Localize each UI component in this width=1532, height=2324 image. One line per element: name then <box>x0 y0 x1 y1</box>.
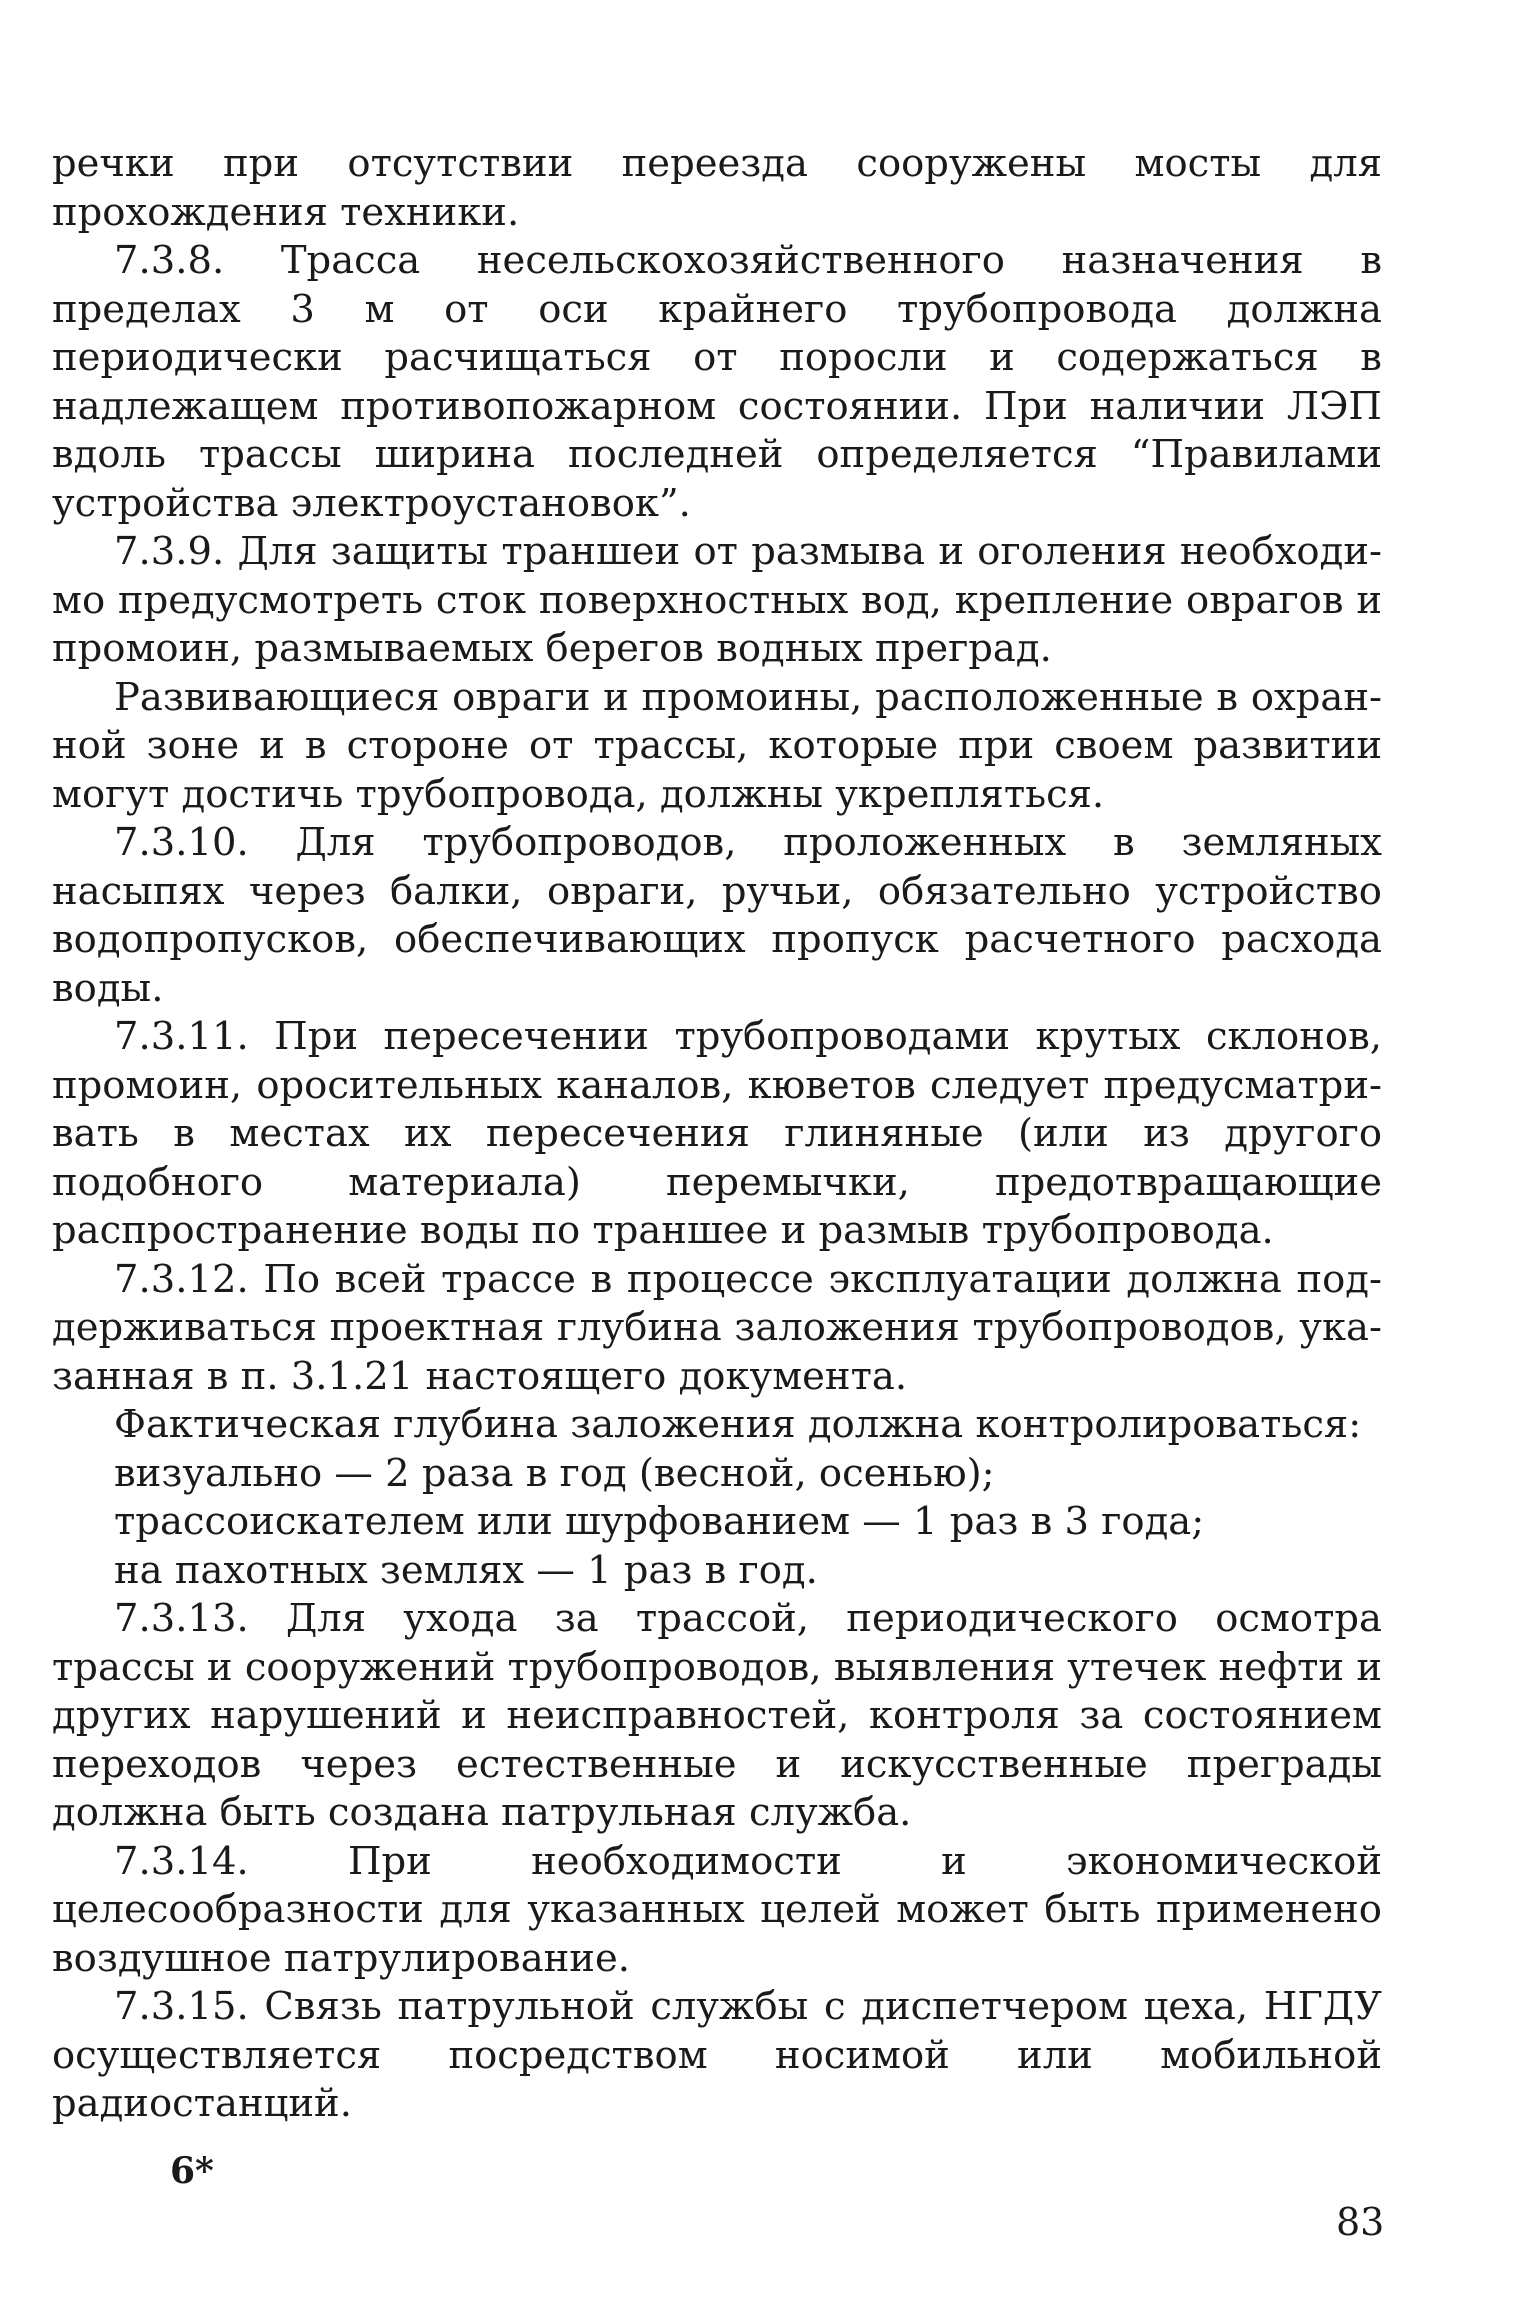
section-7-3-14: 7.3.14. При необходимости и экономической целесообразности для указанных целей может быть применено воздушное патрулирование. <box>52 1838 1382 1981</box>
signature-mark: 6* <box>170 2150 214 2192</box>
depth-control-locator: трассоискателем или шурфованием — 1 раз в 3 года; <box>114 1499 1205 1544</box>
section-7-3-13: 7.3.13. Для ухода за трассой, периодического осмотра трассы и сооружений трубопроводов, выявления утечек нефти и других нарушений и неисправностей, контроля за состоянием переходов через естественные и искусственные преграды должна быть создана патрульная служба. <box>52 1596 1382 1835</box>
continued-paragraph: речки при отсутствии переезда сооружены мосты для прохождения техники. <box>52 141 1382 235</box>
page-number: 83 <box>1336 2200 1385 2244</box>
section-7-3-9: 7.3.9. Для защиты траншеи от размыва и оголения необходимо предусмотреть сток поверхностных вод, крепление оврагов и промоин, размываемых берегов водных преград. <box>52 529 1382 671</box>
body-text <box>52 140 1382 2129</box>
depth-control-visual: визуально — 2 раза в год (весной, осенью); <box>114 1450 995 1496</box>
depth-control-intro: Фактическая глубина заложения должна контролироваться: <box>114 1402 1362 1447</box>
section-7-3-8: 7.3.8. Трасса несельскохозяйственного назначения в пределах 3 м от оси крайнего трубопровода должна периодически расчищаться от поросли и содержаться в надлежащем противопожарном состоянии. При наличии ЛЭП вдоль трассы ширина последней определяется “Правилами устройства электроустановок”. <box>52 238 1382 526</box>
section-7-3-12: 7.3.12. По всей трассе в процессе эксплуатации должна поддерживаться проектная глубина заложения трубопроводов, указанная в п. 3.1.21 настоящего документа. <box>52 1256 1382 1399</box>
section-7-3-11: 7.3.11. При пересечении трубопроводами крутых склонов, промоин, оросительных каналов, кюветов следует предусматривать в местах их пересечения глиняные (или из другого подобного материала) перемычки, предотвращающие распространение воды по траншее и размыв трубопровода. <box>52 1014 1382 1253</box>
section-7-3-9-continued: Развивающиеся овраги и промоины, расположенные в охранной зоне и в стороне от трассы, которые при своем развитии могут достичь трубопровода, должны укрепляться. <box>52 674 1382 817</box>
depth-control-arable: на пахотных землях — 1 раз в год. <box>114 1547 818 1593</box>
section-7-3-10: 7.3.10. Для трубопроводов, проложенных в земляных насыпях через балки, овраги, ручьи, обязательно устройство водопропусков, обеспечивающих пропуск расчетного расхода воды. <box>52 820 1382 1011</box>
section-7-3-15: 7.3.15. Связь патрульной службы с диспетчером цеха, НГДУ осуществляется посредством носимой или мобильной радиостанций. <box>52 1984 1382 2126</box>
